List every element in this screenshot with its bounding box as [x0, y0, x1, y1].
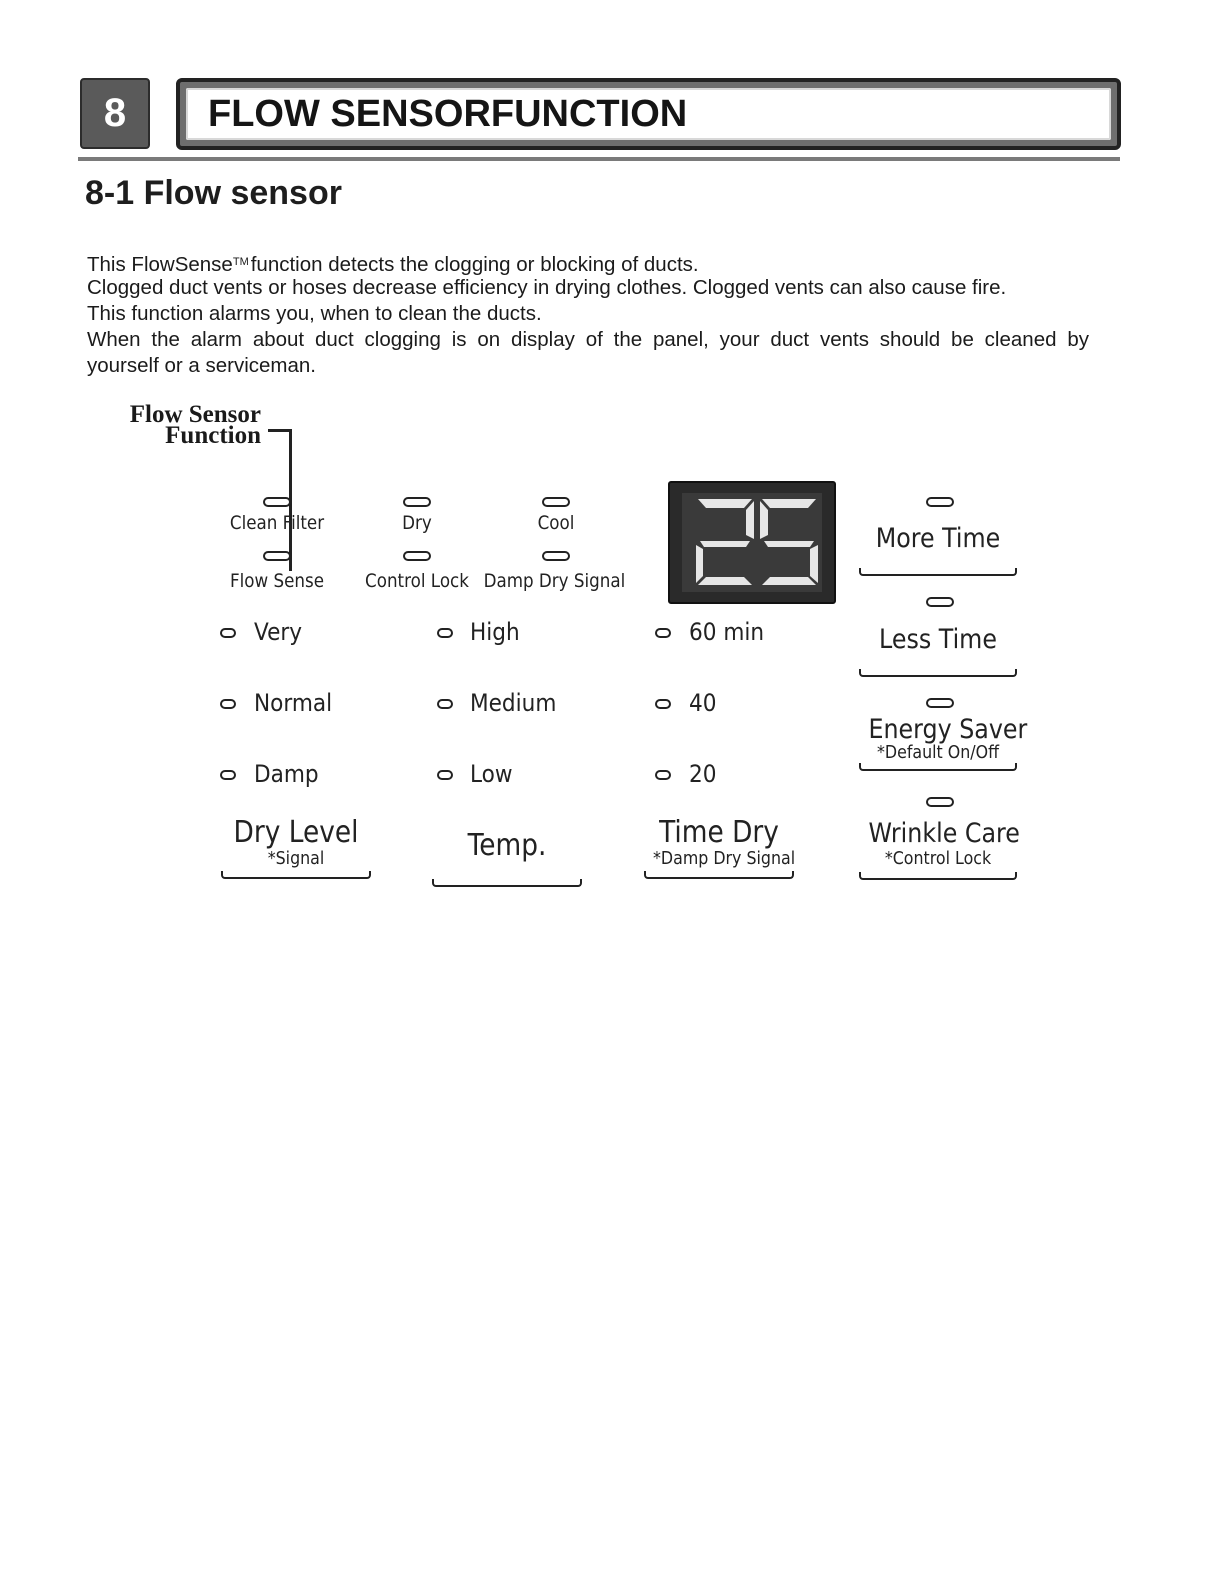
damp-dry-signal-led — [542, 551, 570, 561]
time-60-led — [655, 628, 671, 638]
chapter-number-badge: 8 — [80, 78, 150, 149]
less-time-led — [926, 597, 954, 607]
temp-button[interactable] — [432, 828, 582, 887]
time-60-label: 60 min — [689, 618, 765, 646]
time-20-label: 20 — [689, 760, 717, 788]
dry-level-button[interactable] — [221, 815, 371, 879]
cool-label: Cool — [537, 512, 575, 534]
more-time-button[interactable] — [859, 521, 1017, 576]
trademark-mark: TM — [232, 256, 249, 268]
dry-label: Dry — [402, 512, 432, 534]
dry-level-normal-label: Normal — [254, 689, 333, 717]
control-lock-led — [403, 551, 431, 561]
energy-saver-button-sublabel: *Default On/Off — [876, 742, 1000, 763]
body-line-1-b: function detects the clogging or blocking of ducts. — [250, 253, 699, 276]
damp-dry-signal-label: Damp Dry Signal — [483, 570, 626, 592]
body-line-4: When the alarm about duct clogging is on display of the panel, your duct vents should be cleaned by — [87, 328, 1089, 351]
dry-level-normal-led — [220, 699, 236, 709]
dry-level-damp-led — [220, 770, 236, 780]
callout-line-2: Function — [165, 422, 261, 449]
more-time-led — [926, 497, 954, 507]
temp-high-led — [437, 628, 453, 638]
body-line-2: Clogged duct vents or hoses decrease efficiency in drying clothes. Clogged vents can also cause fire. — [87, 276, 1007, 299]
energy-saver-button-bracket — [859, 763, 1017, 771]
time-40-label: 40 — [689, 689, 717, 717]
flow-sense-led — [263, 551, 291, 561]
dry-level-button-label: Dry Level — [233, 815, 359, 850]
wrinkle-care-button-sublabel: *Control Lock — [884, 848, 992, 869]
time-20-led — [655, 770, 671, 780]
temp-low-led — [437, 770, 453, 780]
clean-filter-led — [263, 497, 291, 507]
more-time-button-bracket — [859, 568, 1017, 576]
chapter-title-box — [176, 78, 1121, 150]
body-line-1-a: This FlowSense — [87, 253, 233, 276]
temp-medium-label: Medium — [470, 689, 557, 717]
temp-medium-led — [437, 699, 453, 709]
time-dry-button-label: Time Dry — [659, 815, 779, 850]
energy-saver-led — [926, 698, 954, 708]
more-time-button-label: More Time — [875, 523, 1001, 554]
body-line-1 — [87, 249, 1089, 278]
cool-led — [542, 497, 570, 507]
wrinkle-care-button-bracket — [859, 872, 1017, 880]
clean-filter-label: Clean Filter — [229, 512, 325, 534]
dry-led — [403, 497, 431, 507]
dry-level-button-sublabel: *Signal — [267, 848, 325, 869]
wrinkle-care-led — [926, 797, 954, 807]
flow-sense-label: Flow Sense — [230, 570, 324, 592]
temp-button-bracket — [432, 879, 582, 887]
dry-level-damp-label: Damp — [254, 760, 319, 788]
wrinkle-care-button[interactable] — [859, 818, 1020, 880]
chapter-title: FLOW SENSORFUNCTION — [186, 88, 1111, 140]
less-time-button-bracket — [859, 669, 1017, 677]
time-40-led — [655, 699, 671, 709]
temp-low-label: Low — [470, 760, 513, 788]
seven-segment-digits — [670, 483, 834, 602]
less-time-button[interactable] — [859, 622, 1017, 677]
header-divider — [78, 157, 1120, 161]
energy-saver-button[interactable] — [859, 714, 1028, 771]
time-display — [668, 481, 836, 604]
dry-level-very-led — [220, 628, 236, 638]
less-time-button-label: Less Time — [879, 624, 997, 655]
wrinkle-care-button-label: Wrinkle Care — [868, 818, 1020, 849]
control-lock-label: Control Lock — [365, 570, 469, 592]
callout-line-1: Flow Sensor — [129, 401, 261, 428]
temp-button-label: Temp. — [467, 828, 547, 863]
dry-level-very-label: Very — [254, 618, 303, 646]
flow-sensor-callout — [100, 401, 261, 449]
temp-high-label: High — [470, 618, 520, 646]
time-dry-button[interactable] — [644, 815, 794, 879]
section-title: 8-1 Flow sensor — [85, 174, 342, 212]
time-dry-button-sublabel: *Damp Dry Signal — [653, 848, 796, 869]
energy-saver-button-label: Energy Saver — [868, 714, 1028, 745]
dry-level-button-bracket — [221, 871, 371, 879]
body-line-5: yourself or a serviceman. — [87, 354, 317, 377]
time-dry-button-bracket — [644, 871, 794, 879]
body-line-3: This function alarms you, when to clean the ducts. — [87, 302, 542, 325]
